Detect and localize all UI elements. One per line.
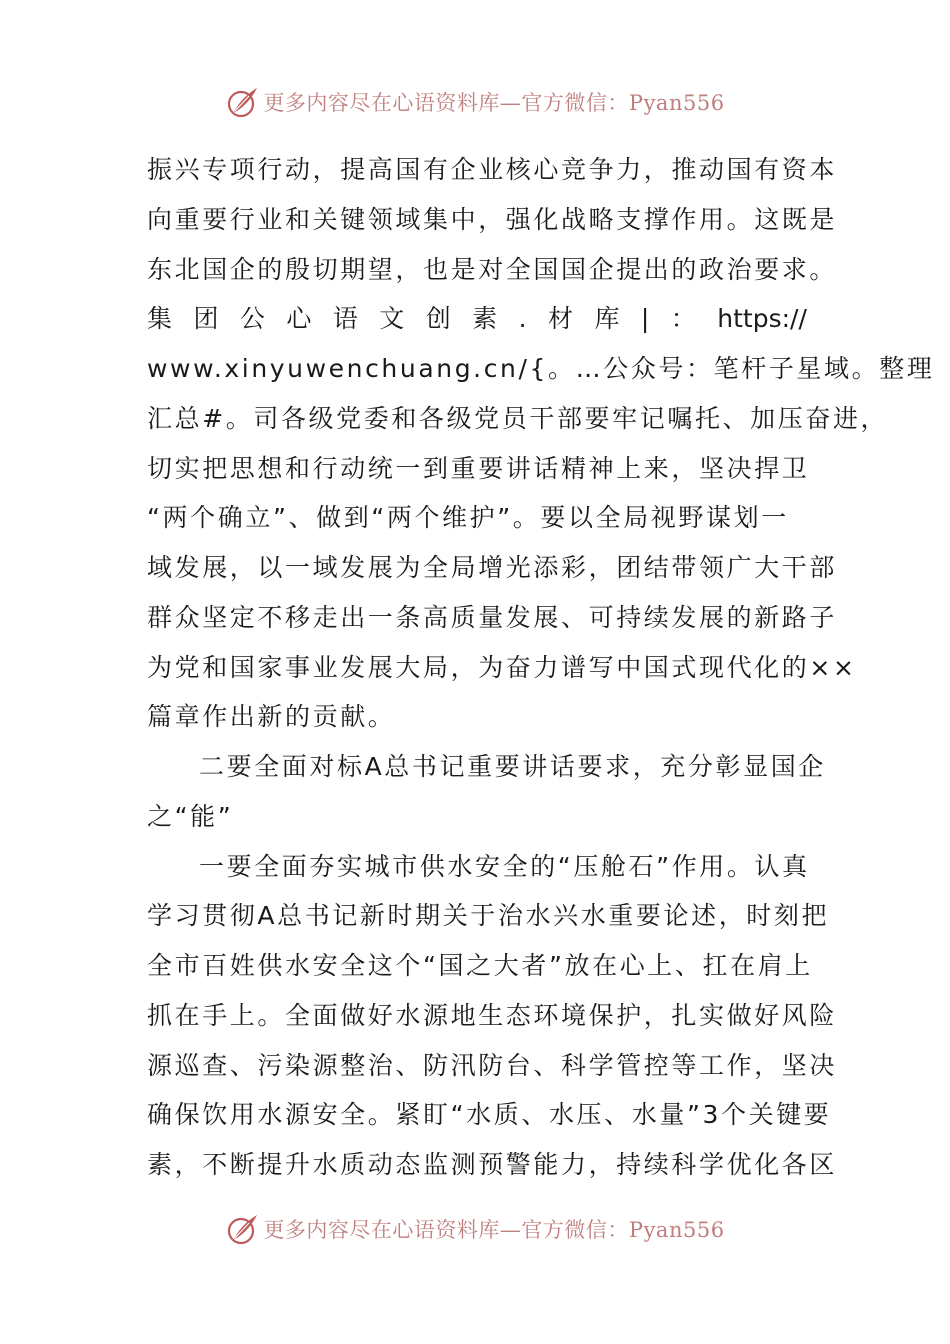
document-body (147, 150, 935, 1195)
spaced-char: 集 (147, 304, 173, 334)
url-text: https:// (717, 304, 807, 334)
footer-banner (0, 1209, 950, 1249)
text-line: 向重要行业和关键领域集中，强化战略支撑作用。这既是 (147, 204, 838, 234)
text-line: 抓在手上。全面做好水源地生态环境保护，扎实做好风险 (147, 1000, 838, 1030)
spaced-char: 文 (379, 304, 405, 334)
quill-logo-icon (225, 1211, 261, 1247)
spaced-char: 团 (193, 304, 219, 334)
spaced-char: 心 (286, 304, 312, 334)
text-line: 全市百姓供水安全这个“国之大者”放在心上、扛在肩上 (147, 951, 813, 980)
section-heading-line: 之“能” (147, 801, 234, 831)
text-line: 为党和国家事业发展大局，为奋力谱写中国式现代化的×× (147, 652, 857, 682)
text-line: 东北国企的殷切期望，也是对全国国企提出的政治要求。 (147, 254, 838, 284)
spaced-char: 语 (332, 304, 358, 334)
text-line: 汇总#。司各级党委和各级党员干部要牢记嘱托、加压奋进， (147, 403, 889, 433)
text-line: 群众坚定不移走出一条高质量发展、可持续发展的新路子 (147, 602, 838, 632)
text-line: 篇章作出新的贡献。 (147, 702, 396, 732)
spaced-text-line (147, 299, 807, 349)
paragraph-first-line: 一要全面夯实城市供水安全的“压舱石”作用。认真 (199, 851, 810, 881)
spaced-char: ： (670, 304, 696, 334)
text-line: 素，不断提升水质动态监测预警能力，持续科学优化各区 (147, 1150, 838, 1179)
quill-logo-icon (225, 84, 261, 120)
text-line: 源巡查、污染源整治、防汛防台、科学管控等工作，坚决 (147, 1050, 838, 1080)
text-line: “两个确立”、做到“两个维护”。要以全局视野谋划一 (147, 503, 789, 533)
text-line: 域发展，以一域发展为全局增光添彩，团结带领广大干部 (147, 553, 838, 582)
spaced-char: 库 (594, 304, 620, 334)
spaced-char: 材 (548, 304, 574, 334)
text-line: 学习贯彻A总书记新时期关于治水兴水重要论述，时刻把 (147, 901, 830, 931)
text-line: 确保饮用水源安全。紧盯“水质、水压、水量”3个关键要 (147, 1100, 832, 1130)
footer-banner-text: 更多内容尽在心语资料库—官方微信：Pyan556 (263, 1218, 725, 1242)
text-line: 切实把思想和行动统一到重要讲话精神上来，坚决捍卫 (147, 453, 810, 483)
spaced-char: 公 (239, 304, 265, 334)
header-banner-text: 更多内容尽在心语资料库—官方微信：Pyan556 (263, 91, 725, 115)
spaced-char: | (640, 304, 650, 334)
spaced-char: 素 (472, 304, 498, 334)
section-heading-line: 二要全面对标A总书记重要讲话要求，充分彰显国企 (199, 752, 826, 781)
spaced-char: . (518, 304, 527, 334)
spaced-char: 创 (425, 304, 451, 334)
text-line: 振兴专项行动，提高国有企业核心竞争力，推动国有资本 (147, 155, 838, 184)
header-banner (0, 82, 950, 122)
text-line: www.xinyuwenchuang.cn/{。…公众号：笔杆子星域。整理 (147, 354, 935, 383)
